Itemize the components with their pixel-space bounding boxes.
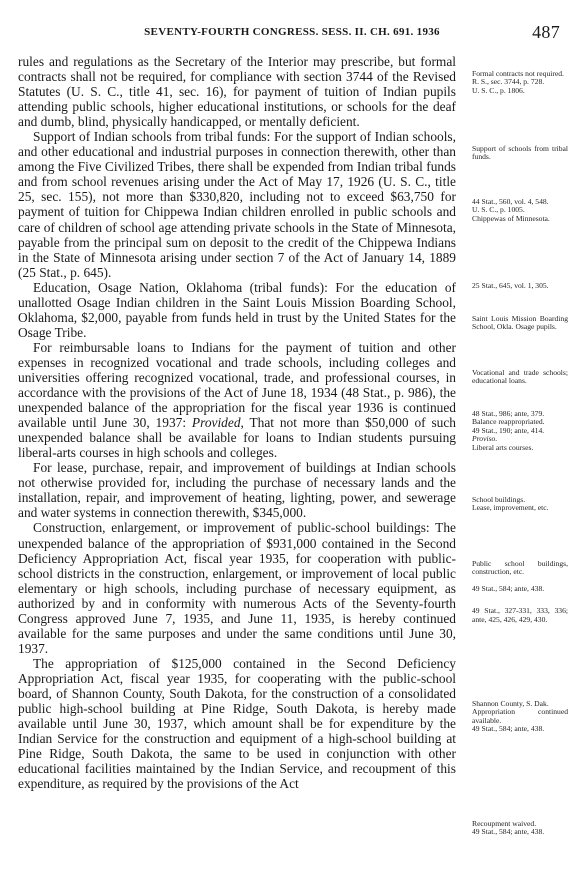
margin-note-sub: Balance reappropriated. (472, 417, 545, 427)
margin-note-stat-645 (466, 282, 568, 290)
margin-note-recoupment (466, 820, 568, 837)
paragraph-osage: Education, Osage Nation, Oklahoma (tribal funds): For the education of unallotted Osage Indian children in the Saint Louis Mission Boarding School, Oklahoma, $2,000, payable from funds held in trust by the United States for the Osage Tribe. (18, 279, 456, 340)
proviso-word: Provided (191, 415, 241, 431)
paragraph-loans (18, 340, 456, 460)
margin-note-title: Formal contracts not required. (472, 69, 564, 78)
margin-note-tribal-funds (466, 145, 568, 162)
margin-note-sub: Appropriation continued available. (472, 707, 568, 725)
margin-note-ref: 49 Stat., 327-331, 333, 336; ante, 425, 426, 429, 430. (472, 606, 568, 624)
paragraph-public-schools: Construction, enlargement, or improvement of public-school buildings: The unexpended balance of the appropriation of $931,000 contained in the Second Deficiency Appropriation Act, fiscal year 1935, for cooperation with public-school districts in the construction, enlargement, or improvement of local public elementary or high schools, including purchase of necessary equipment, as authorized by and in conformity with numerous Acts of the Seventy-fourth Congress approved June 7, 1935, and June 11, 1935, is hereby continued available for the same purposes and under the same conditions until June 30, 1937. (18, 520, 456, 656)
margin-note-title: Support of schools from tribal funds. (472, 144, 568, 162)
margin-note-sub: Liberal arts courses. (472, 442, 534, 452)
margin-note-ref: R. S., sec. 3744, p. 728. (472, 77, 545, 87)
margin-note-title: Chippewas of Minnesota. (472, 213, 550, 223)
paragraph-tribal-funds: Support of Indian schools from tribal funds: For the support of Indian schools, and other educational and industrial purposes in connection therewith, other than among the Five Civilized Tribes, there shall be expended from Indian tribal funds and from school revenues arising under the Act of May 17, 1926 (U. S. C., title 25, sec. 155), not more than $330,820, including not to exceed $63,750 for payment of tuition for Chippewa Indian children enrolled in public schools and care of children of school age attending private schools in the State of Minnesota, payable from the principal sum on deposit to the credit of the Chippewa Indians in the State of Minnesota arising under section 7 of the Act of January 14, 1889 (25 Stat., p. 645). (18, 129, 456, 280)
margin-note-proviso: Proviso. (472, 434, 498, 444)
margin-note-ref: 49 Stat., 584; ante, 438. (472, 827, 545, 837)
margin-note-ref: 49 Stat., 584; ante, 438. (472, 583, 545, 593)
margin-note-title: Vocational and trade schools; educational loans. (472, 368, 568, 386)
loans-text-b: , That not more than $50,000 of such unexpended balance shall be available for loans to Indian students pursuing liberal-arts courses in high schools and colleges. (18, 415, 457, 461)
margin-note-ref: 48 Stat., 986; ante, 379. (472, 409, 545, 418)
margin-note-title: Recoupment waived. (472, 819, 537, 828)
margin-note-osage (466, 315, 568, 332)
running-title: SEVENTY-FOURTH CONGRESS. SESS. II. CH. 691. 1936 (144, 26, 440, 38)
margin-note-contracts (466, 70, 568, 95)
margin-note-school-buildings (466, 496, 568, 513)
margin-note-title: Public school buildings, construction, etc. (472, 559, 568, 577)
margin-note-ref: U. S. C., p. 1005. (472, 205, 525, 215)
paragraph-contracts: rules and regulations as the Secretary of the Interior may prescribe, but formal contracts shall not be required, for compliance with section 3744 of the Revised Statutes (U. S. C., title 41, sec. 16), for payment of tuition of Indian pupils attending public schools, higher educational institutions, or schools for the deaf and dumb, blind, physically handicapped, or mentally deficient. (18, 54, 456, 130)
margin-note-title: Shannon County, S. Dak. (472, 699, 549, 708)
margin-note-ref: 49 Stat., 190; ante, 414. (472, 425, 545, 435)
margin-note-sub: Lease, improvement, etc. (472, 503, 549, 513)
margin-note-vocational (466, 369, 568, 386)
margin-note-ref: 49 Stat., 584; ante, 438. (472, 724, 545, 734)
paragraph-buildings: For lease, purchase, repair, and improvement of buildings at Indian schools not otherwise provided for, including the purchase of necessary lands and the installation, repair, and improvement of heating, lighting, power, and sewerage and water systems in connection therewith, $345,000. (18, 460, 456, 521)
margin-note-public-school (466, 560, 568, 624)
paragraph-shannon-county: The appropriation of $125,000 contained in the Second Deficiency Appropriation Act, fiscal year 1935, for cooperating with the public-school board, of Shannon County, South Dakota, for the construction of a consolidated public high-school building at Pine Ridge, South Dakota, is hereby made available until June 30, 1937, which amount shall be for expenditure by the Indian Service for the construction and equipment of a high-school building at Pine Ridge, South Dakota, the same to be used in conjunction with other educational facilities maintained by the Indian Service, and recoupment of this expenditure, as required by the provisions of the Act (18, 655, 456, 792)
margin-note-ref: 25 Stat., 645, vol. 1, 305. (472, 281, 549, 290)
margin-note-ref: 44 Stat., 560, vol. 4, 548. (472, 197, 549, 206)
margin-note-shannon (466, 700, 568, 734)
margin-note-chippewa (466, 198, 568, 223)
margin-note-title: Saint Louis Mission Boarding School, Okla. Osage pupils. (472, 314, 568, 332)
main-text (18, 54, 456, 791)
margin-note-title: School buildings. (472, 495, 526, 504)
running-header (18, 22, 566, 42)
loans-text-a: For reimbursable loans to Indians for the payment of tuition and other expenses in recognized vocational and trade schools, including colleges and universities offering recognized vocational, trade, and professional courses, in accordance with the provisions of the Act of June 18, 1934 (48 Stat., p. 986), the unexpended balance of the appropriation for the fiscal year 1936 is continued available until June 30, 1937: (18, 339, 456, 431)
margin-note-loans-refs (466, 410, 568, 452)
margin-note-ref: U. S. C., p. 1806. (472, 85, 525, 95)
page-number: 487 (532, 22, 560, 42)
